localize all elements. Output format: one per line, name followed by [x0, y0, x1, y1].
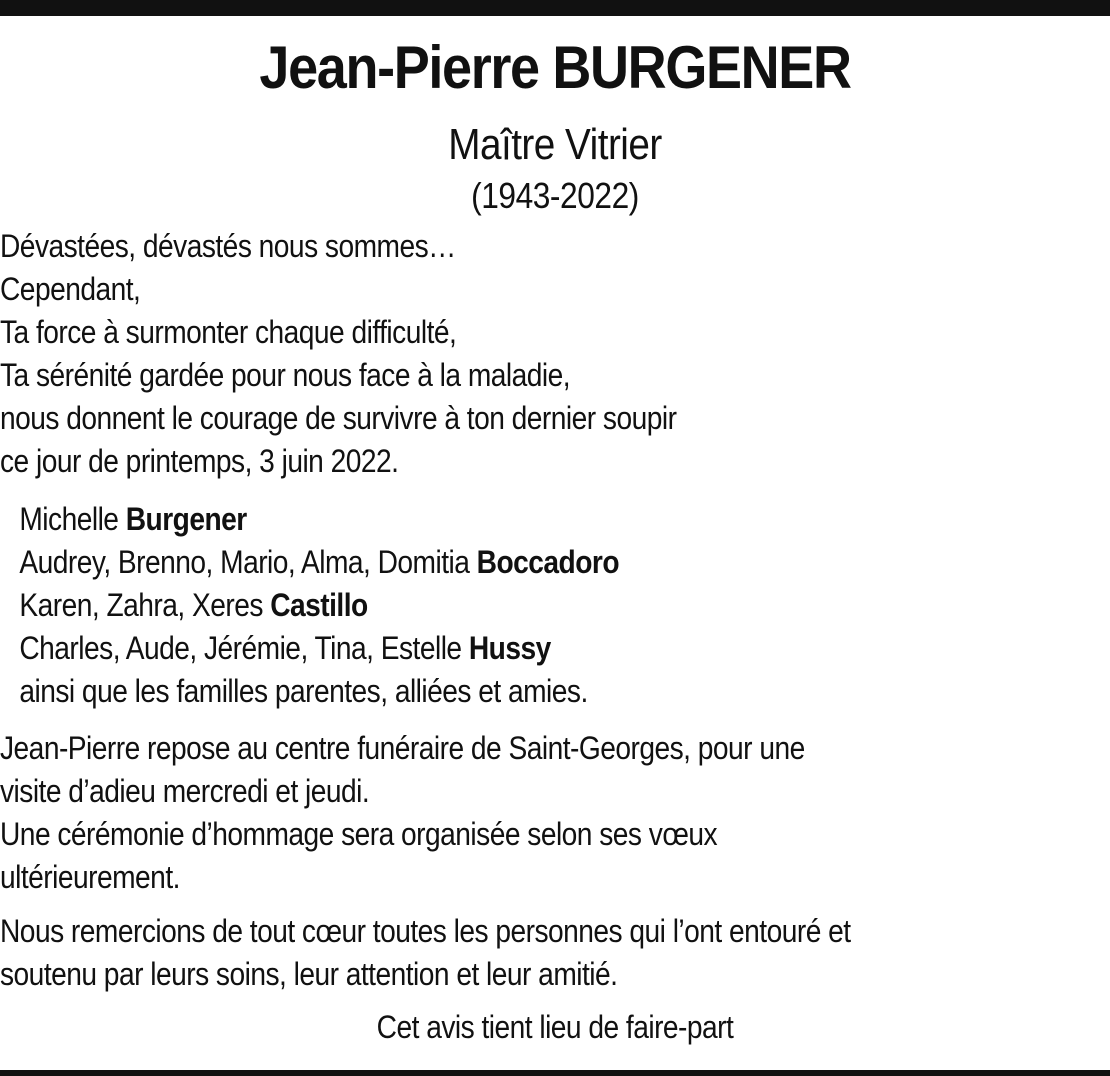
- family-given-names: ainsi que les familles parentes, alliées et amies.: [19, 673, 588, 709]
- family-given-names: Charles, Aude, Jérémie, Tina, Estelle: [19, 630, 469, 666]
- info-line: visite d’adieu mercredi et jeudi.: [0, 773, 370, 809]
- family-line: [19, 584, 976, 627]
- poem-line: Cependant,: [0, 271, 141, 307]
- top-border-rule: [0, 0, 1110, 16]
- family-line: [19, 541, 976, 584]
- family-surname: Burgener: [125, 501, 247, 537]
- thanks-line: soutenu par leurs soins, leur attention et leur amitié.: [0, 956, 618, 992]
- family-given-names: Karen, Zahra, Xeres: [19, 587, 271, 623]
- family-given-names: Michelle: [19, 501, 126, 537]
- info-line: ultérieurement.: [0, 859, 180, 895]
- obituary-notice: [0, 16, 1110, 1049]
- funeral-info: [0, 727, 977, 899]
- info-line: Une cérémonie d’hommage sera organisée selon ses vœux: [0, 816, 718, 852]
- thanks-line: Nous remercions de tout cœur toutes les personnes qui l’ont entouré et: [0, 913, 851, 949]
- profession-title: Maître Vitrier: [448, 120, 662, 169]
- poem-line: Ta force à surmonter chaque difficulté,: [0, 314, 457, 350]
- family-line: [19, 498, 976, 541]
- family-line: [19, 670, 976, 713]
- family-surname: Castillo: [270, 587, 368, 623]
- family-list: [0, 498, 977, 713]
- bottom-border-rule: [0, 1070, 1110, 1076]
- deceased-name: Jean-Pierre BURGENER: [259, 34, 851, 101]
- family-line: [19, 627, 976, 670]
- life-years: (1943-2022): [471, 175, 639, 216]
- poem-line: nous donnent le courage de survivre à ton dernier soupir: [0, 400, 677, 436]
- closing-note: Cet avis tient lieu de faire-part: [376, 1009, 734, 1045]
- family-surname: Boccadoro: [476, 544, 619, 580]
- family-surname: Hussy: [468, 630, 551, 666]
- poem-line: Dévastées, dévastés nous sommes…: [0, 228, 456, 264]
- poem-line: ce jour de printemps, 3 juin 2022.: [0, 443, 399, 479]
- thanks-paragraph: [0, 910, 977, 996]
- info-line: Jean-Pierre repose au centre funéraire de Saint-Georges, pour une: [0, 730, 805, 766]
- family-given-names: Audrey, Brenno, Mario, Alma, Domitia: [19, 544, 477, 580]
- poem-block: [0, 225, 977, 483]
- poem-line: Ta sérénité gardée pour nous face à la maladie,: [0, 357, 571, 393]
